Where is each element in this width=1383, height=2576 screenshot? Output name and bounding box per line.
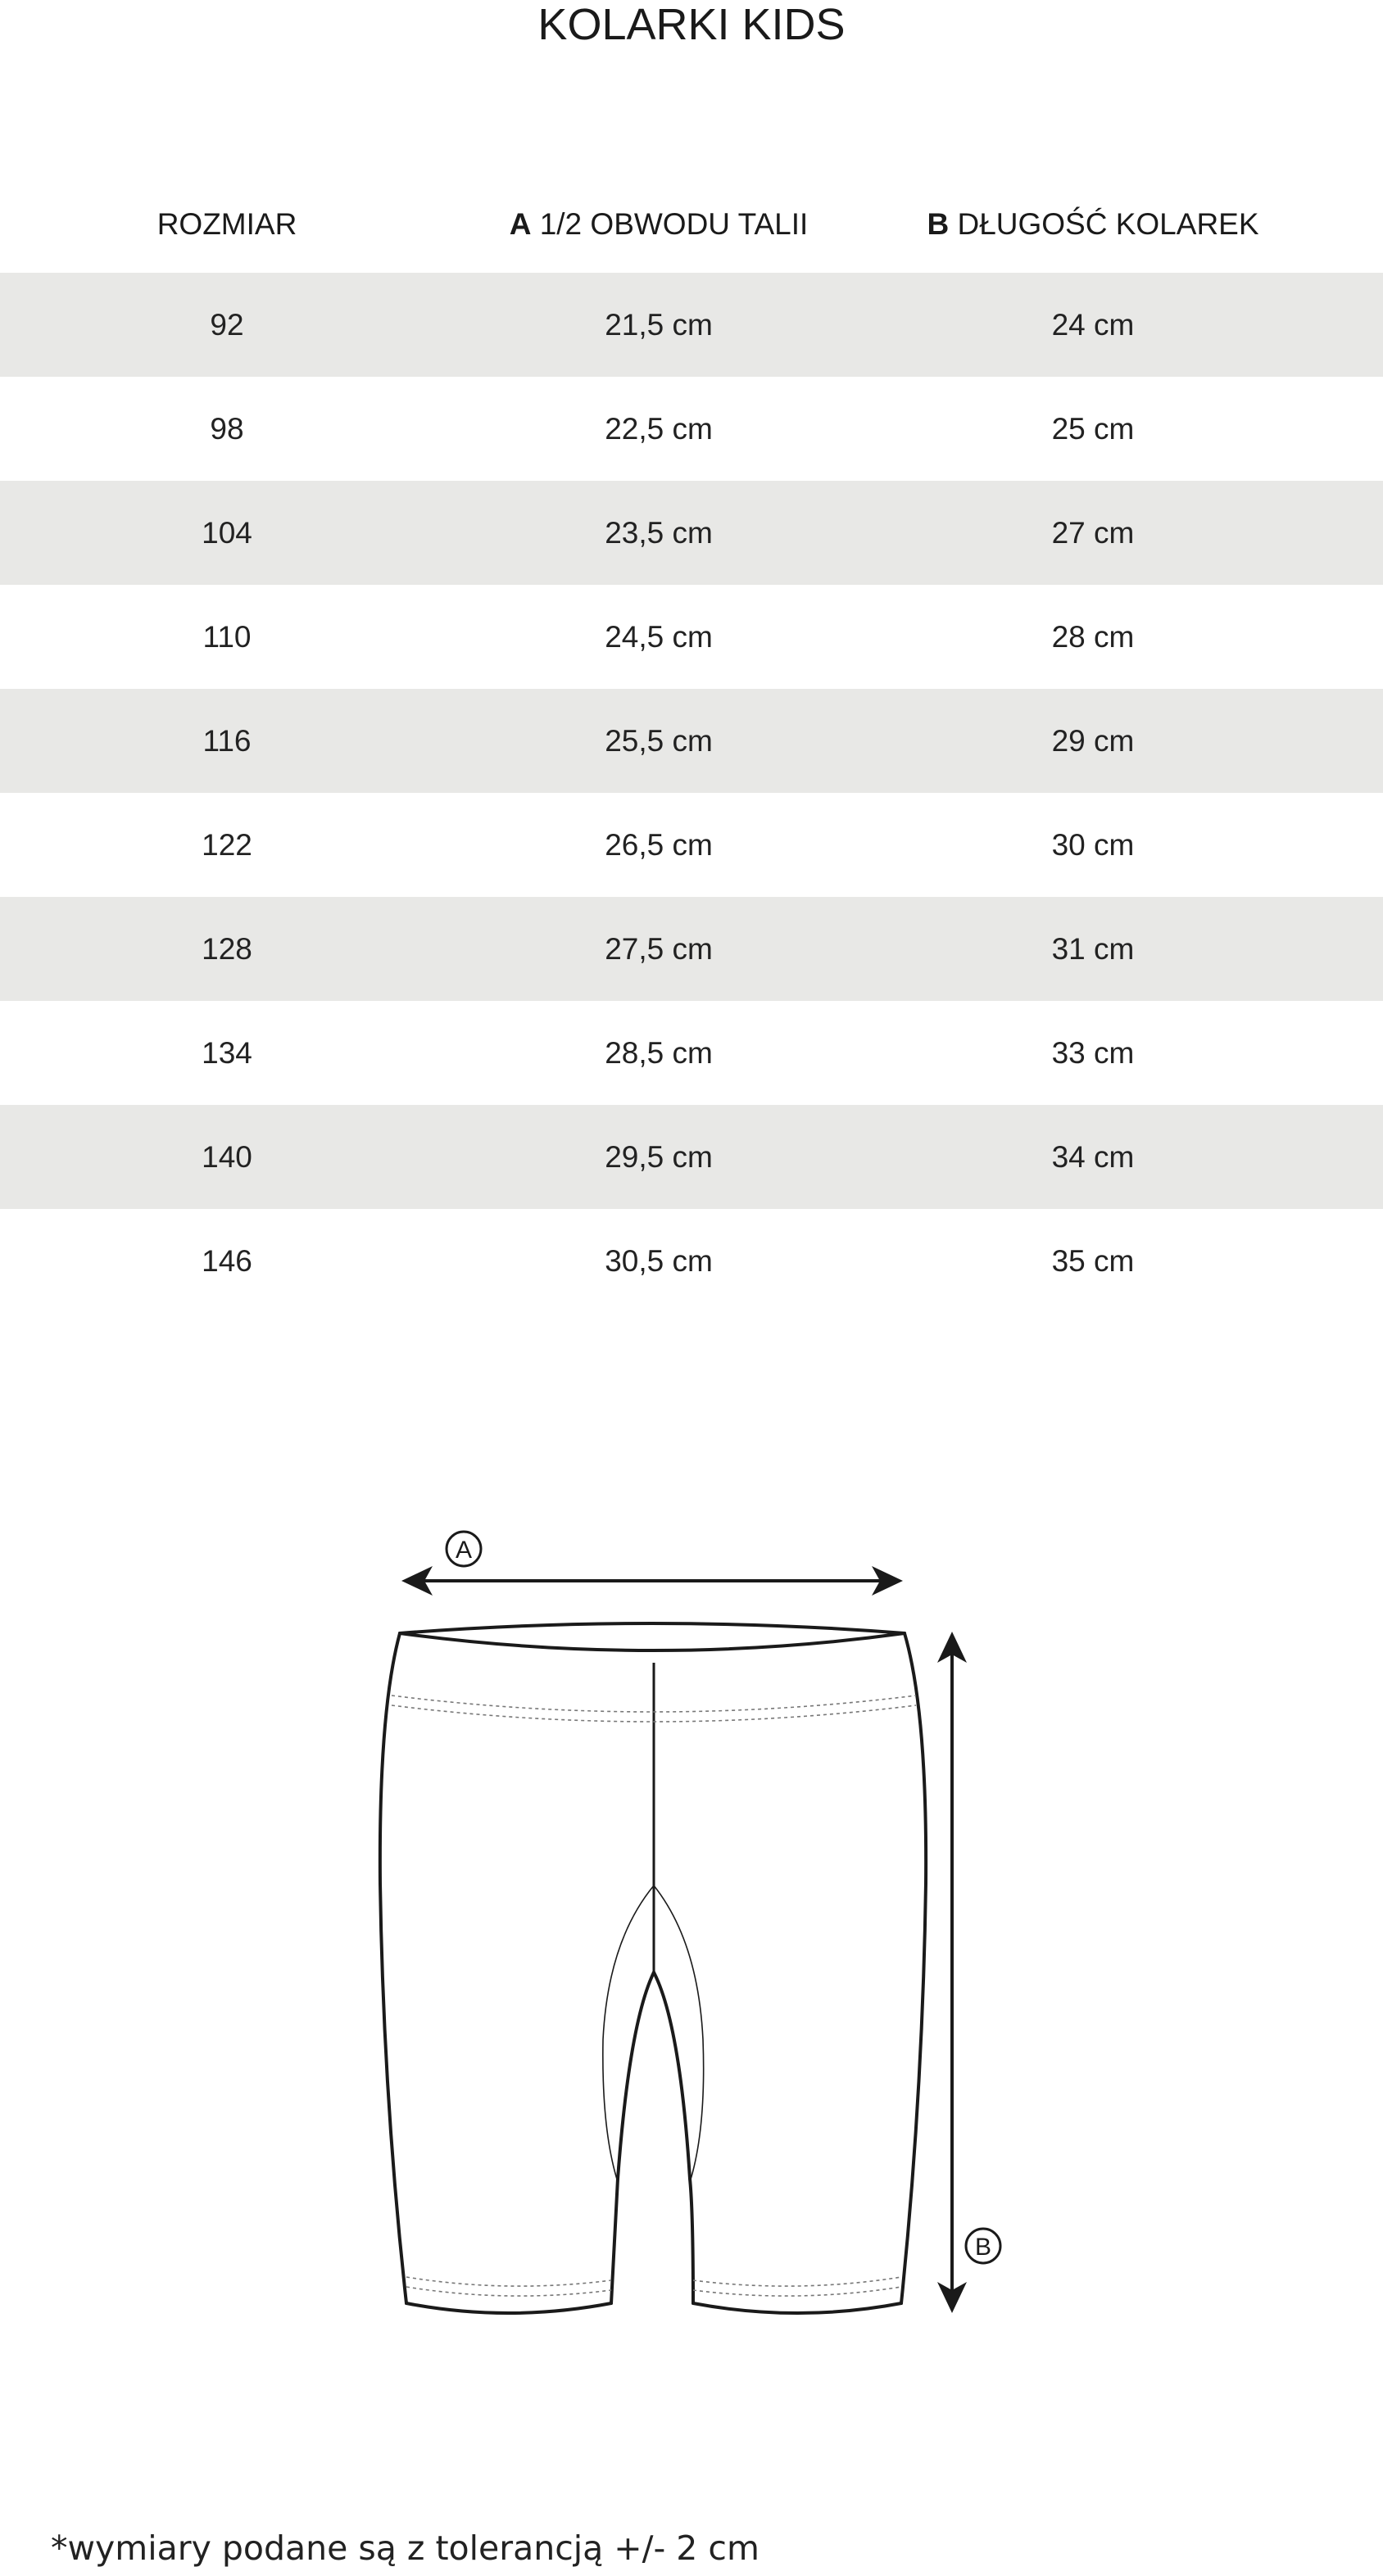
cell-waist: 24,5 cm [605, 620, 713, 654]
table-row [0, 481, 1383, 585]
label-b-text: B [974, 2234, 992, 2261]
cell-size: 92 [210, 308, 244, 342]
table-row [0, 273, 1383, 377]
table-row [0, 793, 1383, 897]
cell-size: 104 [202, 516, 252, 550]
cell-size: 140 [202, 1140, 252, 1174]
table-row [0, 1209, 1383, 1313]
table-row [0, 1001, 1383, 1105]
cell-length: 34 cm [1051, 1140, 1135, 1174]
header-waist-letter: A [509, 207, 532, 241]
cell-size: 110 [202, 620, 252, 654]
header-length-letter: B [927, 207, 950, 241]
table-row [0, 377, 1383, 481]
cell-size: 146 [202, 1244, 252, 1278]
cell-length: 29 cm [1051, 724, 1135, 758]
cell-length: 33 cm [1051, 1036, 1135, 1070]
hem-stitching [406, 2277, 901, 2296]
cell-size: 122 [202, 828, 252, 862]
cell-length: 31 cm [1051, 932, 1135, 966]
label-b-badge [966, 2229, 1000, 2263]
table-row [0, 897, 1383, 1001]
cell-waist: 26,5 cm [605, 828, 713, 862]
cell-waist: 22,5 cm [605, 412, 713, 446]
table-row [0, 689, 1383, 793]
size-table [0, 273, 1383, 1313]
waist-arrow [401, 1566, 903, 1596]
cell-size: 98 [210, 412, 244, 446]
cell-waist: 23,5 cm [605, 516, 713, 550]
length-arrow [937, 1632, 967, 2313]
table-header [0, 200, 1383, 249]
cell-waist: 27,5 cm [605, 932, 713, 966]
label-a-text: A [455, 1537, 473, 1564]
header-size: ROZMIAR [156, 207, 297, 241]
label-a-badge [447, 1532, 481, 1566]
cell-size: 134 [202, 1036, 252, 1070]
shorts-measurement-diagram [0, 1507, 1383, 2359]
cell-size: 116 [202, 724, 252, 758]
table-row [0, 1105, 1383, 1209]
header-length [864, 200, 1322, 249]
cell-length: 35 cm [1051, 1244, 1135, 1278]
header-waist-label: 1/2 OBWODU TALII [539, 207, 809, 241]
cell-length: 24 cm [1051, 308, 1135, 342]
tolerance-note: *wymiary podane są z tolerancją +/- 2 cm [51, 2528, 760, 2568]
cell-length: 25 cm [1051, 412, 1135, 446]
cell-waist: 29,5 cm [605, 1140, 713, 1174]
table-row [0, 585, 1383, 689]
cell-length: 27 cm [1051, 516, 1135, 550]
cell-waist: 25,5 cm [605, 724, 713, 758]
page-title: KOLARKI KIDS [537, 0, 846, 49]
cell-length: 28 cm [1051, 620, 1135, 654]
header-length-label: DŁUGOŚĆ KOLAREK [957, 207, 1259, 241]
cell-waist: 28,5 cm [605, 1036, 713, 1070]
header-waist [454, 200, 864, 249]
cell-size: 128 [202, 932, 252, 966]
cell-length: 30 cm [1051, 828, 1135, 862]
cell-waist: 30,5 cm [605, 1244, 713, 1278]
cell-waist: 21,5 cm [605, 308, 713, 342]
